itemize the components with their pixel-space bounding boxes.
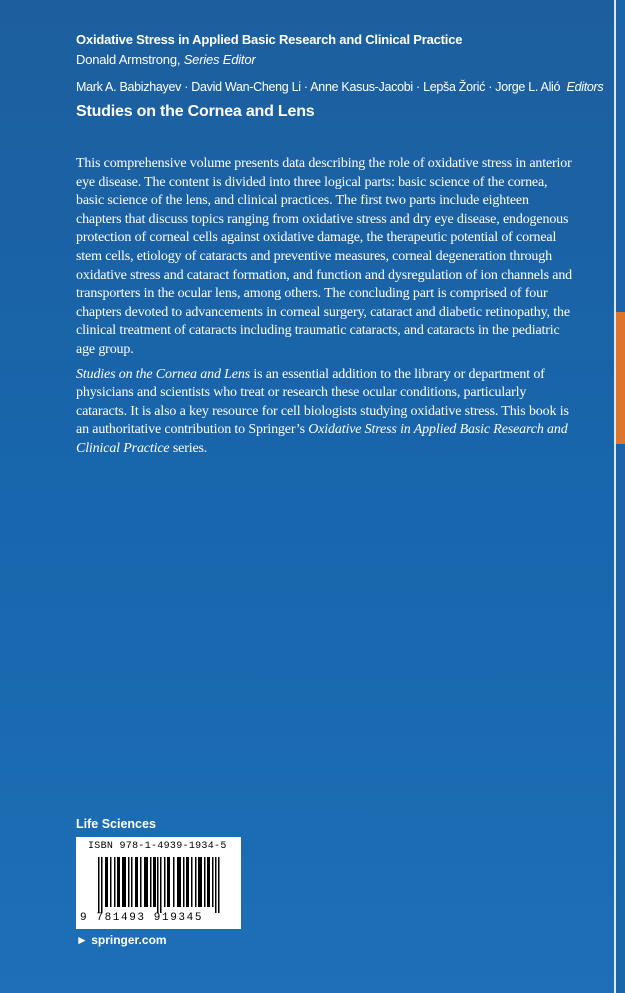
description-paragraph-2 (76, 366, 576, 459)
editors-role: Editors (566, 80, 604, 94)
description (76, 155, 576, 465)
series-editor-role: Series Editor (183, 52, 256, 67)
spine-accent-bar (616, 312, 625, 444)
barcode-bars (80, 857, 237, 913)
series-editor-name: Donald Armstrong, (76, 52, 181, 67)
description-text-2: series. (169, 440, 208, 456)
barcode-digits: 9 781493 919345 (80, 912, 204, 924)
spine-edge (616, 0, 625, 993)
description-series-name: Oxidative Stress in Applied Basic Research and Clinical Practice (76, 422, 568, 456)
series-editor (76, 52, 256, 67)
barcode (76, 837, 241, 929)
subject-category: Life Sciences (76, 817, 156, 831)
description-text-1: is an essential addition to the library or department of physicians and scientists who treat or research these ocular conditions, particularly cataracts. It is also a key resource for cell biologists studying oxidative stress. This book is an authoritative contribution to Springer’s (76, 366, 569, 438)
springer-link[interactable]: ► springer.com (76, 933, 167, 947)
editor-names: Mark A. Babizhayev · David Wan-Cheng Li · Anne Kasus-Jacobi · Lepša Žorić · Jorge L. Alió (76, 80, 561, 94)
editors-line (76, 80, 603, 94)
series-title: Oxidative Stress in Applied Basic Research and Clinical Practice (76, 32, 463, 47)
book-title: Studies on the Cornea and Lens (76, 103, 315, 120)
description-book-title: Studies on the Cornea and Lens (76, 366, 250, 382)
isbn-label: ISBN 978-1-4939-1934-5 (88, 841, 227, 852)
description-paragraph-1: This comprehensive volume presents data describing the role of oxidative stress in anterior eye disease. The content is divided into three logical parts: basic science of the cornea, basic science of the lens, and clinical practices. The first two parts include eighteen chapters that discuss topics ranging from oxidative stress and dry eye disease, endogenous protection of corneal cells against oxidative damage, the therapeutic potential of corneal stem cells, etiology of cataracts and preventive measures, corneal degeneration through oxidative stress and cataract formation, and function and dysregulation of ion channels and transporters in the ocular lens, among others. The concluding part is comprised of four chapters devoted to advancements in corneal surgery, cataract and diabetic retinopathy, the clinical treatment of cataracts including traumatic cataracts, and cataracts in the pediatric age group. (76, 156, 573, 357)
